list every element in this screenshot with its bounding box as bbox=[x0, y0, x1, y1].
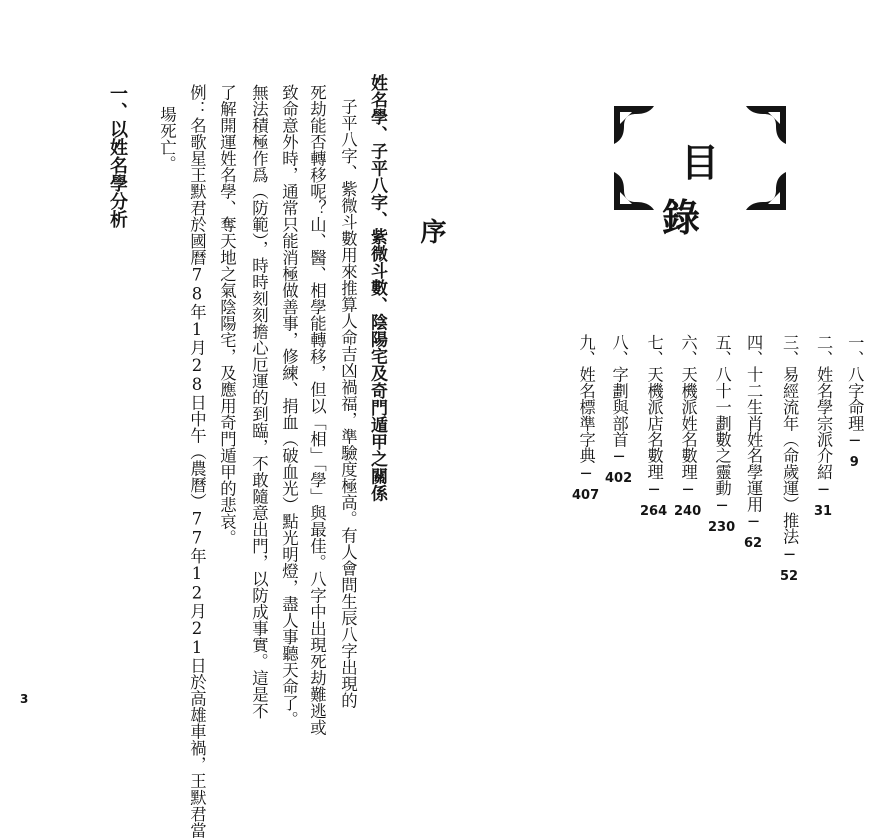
preface-column-7: 例：名歌星王默君於國曆78年1月28日中午（農曆）77年12月21日於高雄車禍，王默君當 bbox=[187, 84, 207, 839]
toc-item[interactable] bbox=[845, 334, 865, 471]
toc-title-frame bbox=[610, 102, 790, 240]
toc-item-label: 二、姓名學宗派介紹 bbox=[814, 334, 834, 480]
toc-item-page: 31 bbox=[814, 503, 833, 519]
toc-title: 目錄 bbox=[661, 140, 757, 240]
toc-item-label: 六、天機派姓名數理 bbox=[678, 334, 698, 480]
toc-item[interactable] bbox=[674, 334, 701, 518]
toc-leader: ─ bbox=[845, 431, 865, 451]
toc-item-label: 五、八十一劃數之靈動 bbox=[712, 334, 732, 496]
toc-item-label: 八、字劃與部首 bbox=[609, 334, 629, 448]
toc-item-page: 402 bbox=[605, 471, 633, 487]
toc-item-label: 三、易經流年（命歲運）推法 bbox=[780, 334, 800, 545]
toc-item-page: 52 bbox=[780, 568, 799, 584]
preface-column-2: 子平八字、紫微斗數用來推算人命吉凶禍福，準驗度極高。有人會問生辰八字出現的 bbox=[338, 98, 358, 709]
toc-leader: ─ bbox=[678, 479, 698, 499]
preface-column-3: 死劫能否轉移呢？山、醫、相學能轉移，但以「相」「學」與最佳。八字中出現死劫難逃或 bbox=[307, 84, 327, 736]
toc-item-page: 230 bbox=[708, 520, 736, 535]
preface-column-6: 了解開運姓名學、奪天地之氣陰陽宅，及應用奇門遁甲的悲哀。 bbox=[217, 84, 237, 546]
toc-leader: ─ bbox=[744, 512, 764, 532]
toc-item[interactable] bbox=[814, 334, 832, 518]
toc-item-label: 七、天機派店名數理 bbox=[644, 334, 664, 480]
preface-column-5: 無法積極作爲（防範），時時刻刻擔心厄運的到臨，不敢隨意出門，以防成事實。這是不 bbox=[249, 84, 269, 720]
preface-subtitle: 姓名學、子平八字、紫微斗數、陰陽宅及奇門遁甲之關係 bbox=[367, 74, 387, 502]
toc-item-label: 一、八字命理 bbox=[845, 334, 865, 432]
toc-leader: ─ bbox=[644, 479, 664, 499]
toc-item[interactable] bbox=[572, 334, 599, 502]
preface-column-8: 場死亡。 bbox=[157, 106, 177, 172]
toc-item[interactable] bbox=[708, 334, 735, 534]
toc-item-page: 407 bbox=[572, 487, 600, 503]
toc-item[interactable] bbox=[640, 334, 667, 518]
toc-item-label: 四、十二生肖姓名學運用 bbox=[744, 334, 764, 513]
page-number: 3 bbox=[20, 692, 29, 706]
toc-item-page: 9 bbox=[849, 455, 859, 471]
preface-title: 序 bbox=[416, 218, 446, 244]
toc-leader: ─ bbox=[712, 496, 732, 515]
toc-item[interactable] bbox=[605, 334, 632, 485]
toc-item-page: 264 bbox=[640, 503, 668, 519]
toc-leader: ─ bbox=[609, 447, 629, 467]
toc-leader: ─ bbox=[780, 544, 800, 564]
section-heading: 一、以姓名學分析 bbox=[107, 84, 128, 228]
toc-item[interactable] bbox=[780, 334, 798, 583]
toc-leader: ─ bbox=[576, 463, 596, 483]
toc-item[interactable] bbox=[744, 334, 762, 550]
toc-item-page: 62 bbox=[744, 536, 763, 552]
toc-item-label: 九、姓名標準字典 bbox=[576, 334, 596, 464]
toc-leader: ─ bbox=[814, 479, 834, 499]
preface-column-4: 致命意外時，通常只能消極做善事，修練、捐血（破血光）點光明燈，盡人事聽天命了。 bbox=[279, 84, 299, 728]
toc-item-page: 240 bbox=[674, 503, 702, 519]
